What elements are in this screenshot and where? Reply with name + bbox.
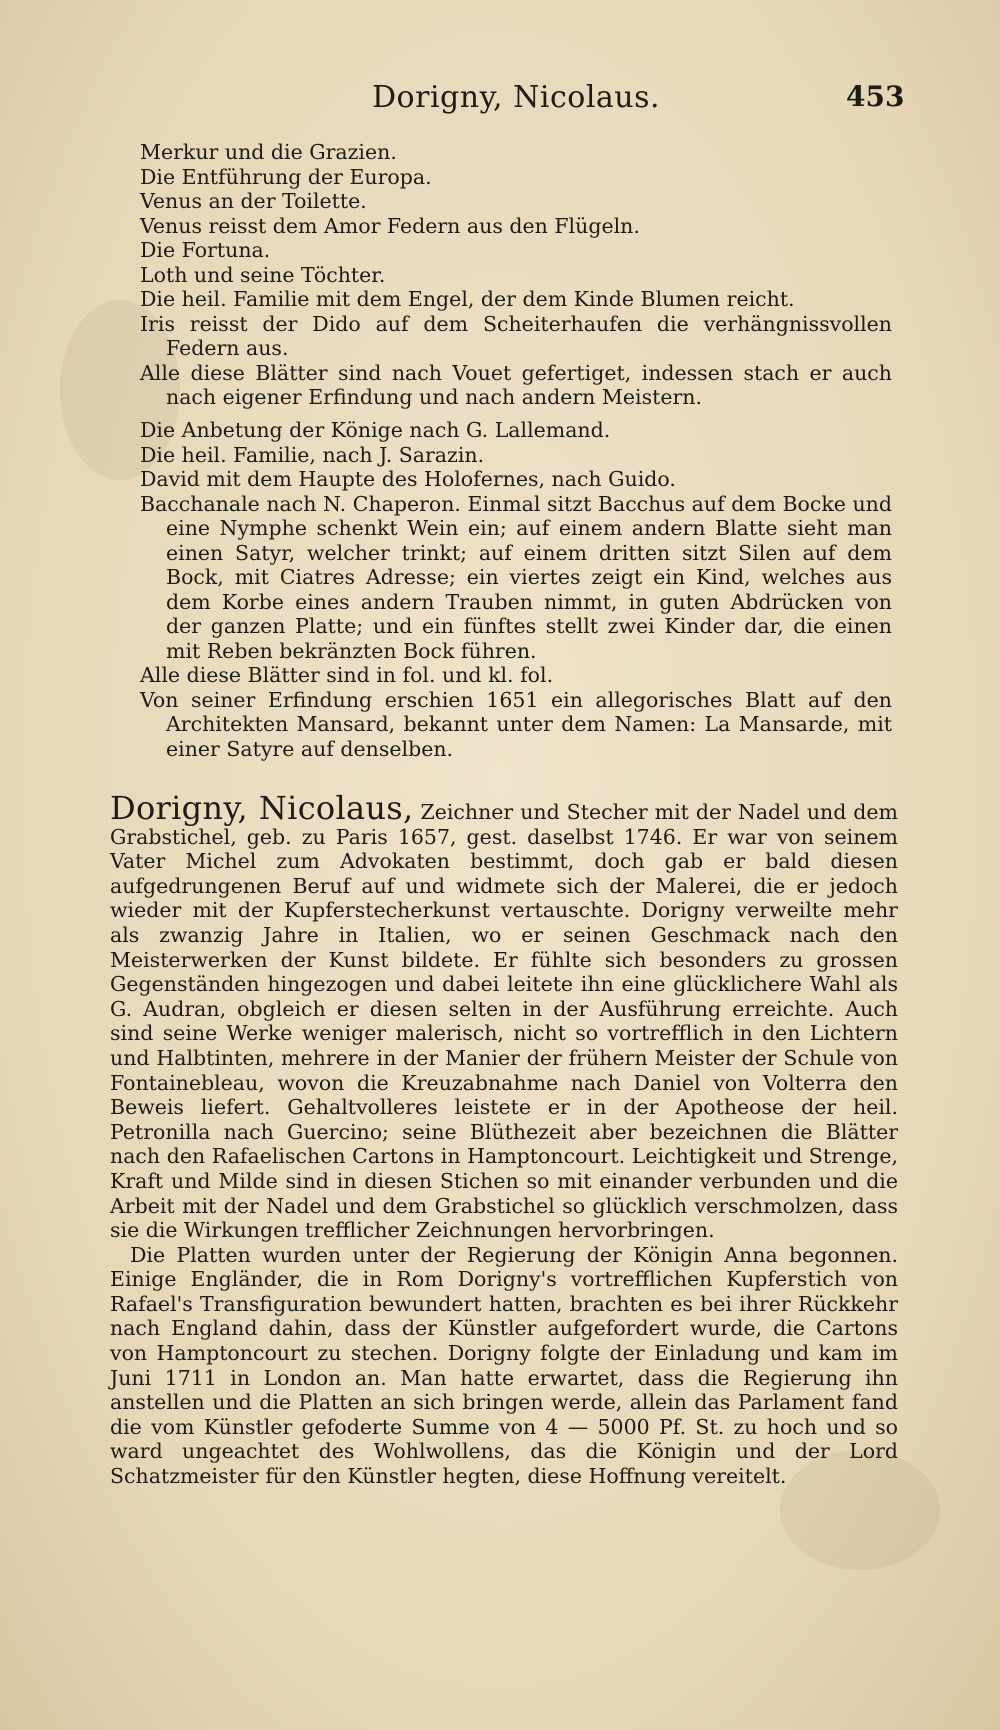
- work-list-c: [140, 418, 900, 492]
- work-entry: Venus an der Toilette.: [140, 189, 367, 213]
- work-list-b: [140, 312, 892, 410]
- work-entry: David mit dem Haupte des Holofernes, nach Guido.: [140, 467, 676, 491]
- work-entry: Die heil. Familie, nach J. Sarazin.: [140, 442, 485, 467]
- page-header: [0, 80, 1000, 120]
- work-entry: Merkur und die Grazien.: [140, 140, 397, 164]
- work-entry: Iris reisst der Dido auf dem Scheiterhaufen die verhängnissvollen Federn aus.: [140, 311, 892, 360]
- work-entry: Die Entführung der Europa.: [140, 164, 432, 189]
- work-entry: Loth und seine Töchter.: [140, 262, 386, 287]
- work-entry: Die heil. Familie mit dem Engel, der dem Kinde Blumen reicht.: [140, 287, 795, 311]
- running-title: Dorigny, Nicolaus.: [372, 80, 661, 115]
- work-entry: Alle diese Blätter sind in fol. und kl. fol.: [140, 663, 554, 687]
- entry-headword: Dorigny, Nicolaus,: [110, 789, 414, 827]
- biography-paragraph: [110, 789, 898, 1243]
- biography-paragraph: Die Platten wurden unter der Regierung der Königin Anna begonnen. Einige Engländer, die in Rom Dorigny's vortrefflichen Kupferstich von Rafael's Transfiguration bewundert hatten, brachten es bei ihrer Rückkehr nach England dahin, dass der Künstler aufgefordert wurde, die Cartons von Hamptoncourt zu stechen. Dorigny folgte der Einladung und kam im Juni 1711 in London an. Man hatte erwartet, dass die Regierung ihn anstellen und die Platten an sich bringen werde, allein das Parlament fand die vom Künstler gefoderte Summe von 4 — 5000 Pf. St. zu hoch und so ward ungeachtet des Wohlwollens, das die Königin und der Lord Schatzmeister für den Künstler hegten, diese Hoffnung vereitelt.: [110, 1242, 898, 1489]
- biography-text: Zeichner und Stecher mit der Nadel und dem Grabstichel, geb. zu Paris 1657, gest. daselbst 1746. Er war von seinem Vater Michel zum Advokaten bestimmt, doch gab er bald diesen aufgedrungenen Beruf auf und widmete sich der Malerei, die er jedoch wieder mit der Kupferstecherkunst vertauschte. Dorigny verweilte mehr als zwanzig Jahre in Italien, wo er seinen Geschmack nach den Meisterwerken der Kunst bildete. Er fühlte sich besonders zu grossen Gegenständen hingezogen und dabei leitete ihn eine glücklichere Wahl als G. Audran, obgleich er diesen selten in der Ausführung erreichte. Auch sind seine Werke weniger malerisch, nicht so vortrefflich in den Lichtern und Halbtinten, mehrere in der Manier der frühern Meister der Schule von Fontainebleau, wovon die Kreuzabnahme nach Daniel von Volterra den Beweis liefert. Gehaltvolleres leistete er in der Apotheose der heil. Petronilla nach Guercino; seine Blüthezeit aber bezeichnen die Blätter nach den Rafaelischen Cartons in Hamptoncourt. Leichtigkeit und Strenge, Kraft und Milde sind in diesen Stichen so mit einander verbunden und die Arbeit mit der Nadel und dem Grabstichel so glücklich verschmolzen, dass sie die Wirkungen trefflicher Zeichnungen hervorbringen.: [110, 800, 898, 1243]
- work-entry: Von seiner Erfindung erschien 1651 ein allegorisches Blatt auf den Architekten Mansard, bekannt unter dem Namen: La Mansarde, mit einer Satyre auf denselben.: [140, 687, 892, 761]
- biography: [110, 789, 898, 1489]
- work-list-a: [140, 140, 900, 312]
- work-entry: Bacchanale nach N. Chaperon. Einmal sitzt Bacchus auf dem Bocke und eine Nymphe schenkt Wein ein; auf einem andern Blatte sieht man einen Satyr, welcher trinkt; auf einem dritten sitzt Silen auf dem Bock, mit Ciatres Adresse; ein viertes zeigt ein Kind, welches aus dem Korbe eines andern Trauben nimmt, in guten Abdrücken von der ganzen Platte; und ein fünftes stellt zwei Kinder dar, die einen mit Reben bekränzten Bock führen.: [140, 491, 892, 663]
- work-entry: Die Fortuna.: [140, 238, 271, 262]
- work-entry: Die Anbetung der Könige nach G. Lallemand.: [140, 418, 611, 442]
- work-list-d: [140, 492, 892, 762]
- page-number: 453: [846, 80, 905, 113]
- work-entry: Venus reisst dem Amor Federn aus den Flügeln.: [140, 213, 640, 238]
- work-entry: Alle diese Blätter sind nach Vouet gefertiget, indessen stach er auch nach eigener Erfindung und nach andern Meistern.: [140, 360, 892, 409]
